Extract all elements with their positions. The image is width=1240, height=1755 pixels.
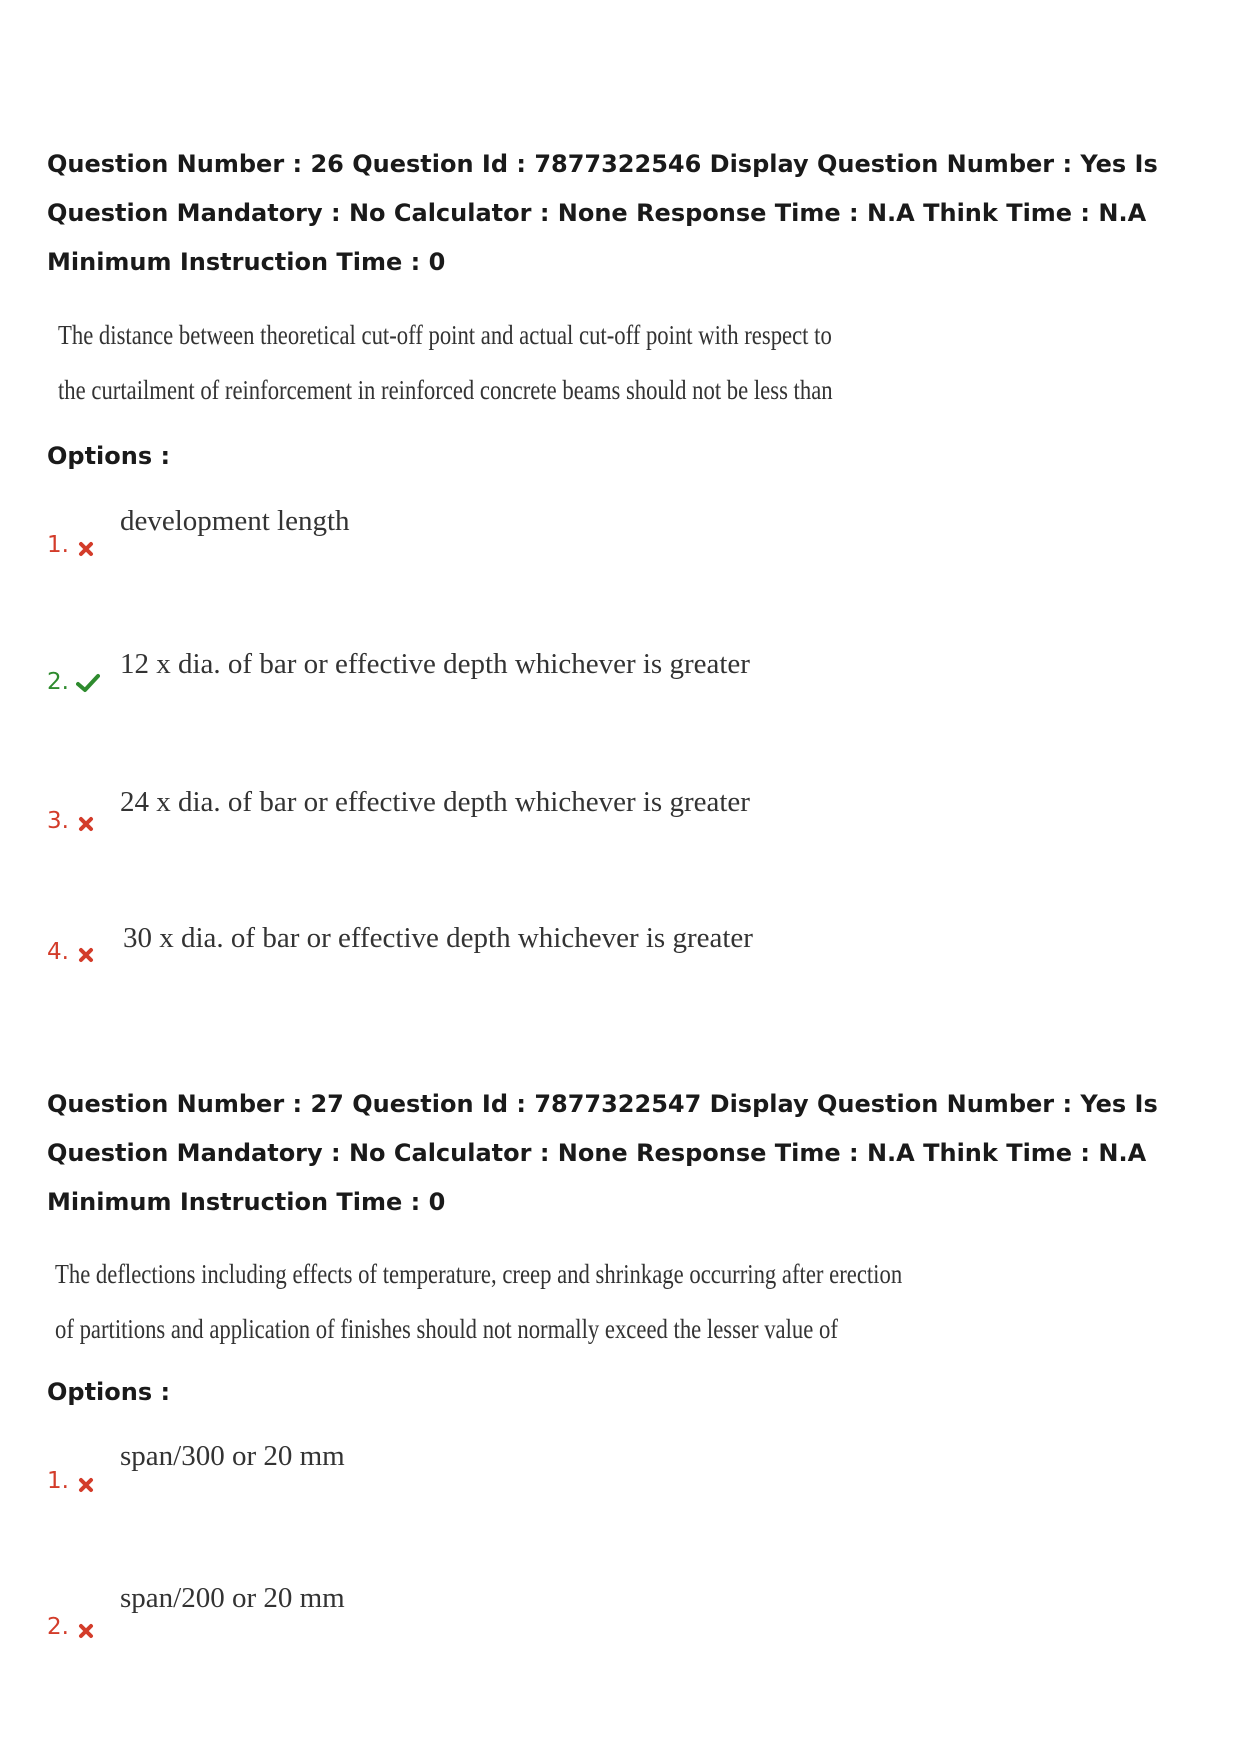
question-text <box>58 308 833 418</box>
option-text: 30 x dia. of bar or effective depth whichever is greater <box>123 922 753 954</box>
question-text-line: of partitions and application of finishes should not normally exceed the lesser value of <box>55 1314 838 1344</box>
cross-icon <box>77 540 95 558</box>
options-label: Options : <box>47 442 171 470</box>
question-text <box>55 1247 902 1357</box>
question-meta: Question Number : 26 Question Id : 7877322546 Display Question Number : Yes Is Question Mandatory : No Calculator : None Response Time : N.A Think Time : N.A Minimum Instruction Time : 0 <box>47 150 1158 276</box>
option-text: 24 x dia. of bar or effective depth whichever is greater <box>120 786 750 818</box>
option-number: 1. <box>47 532 69 558</box>
option-number: 2. <box>47 1614 69 1640</box>
option-text: span/200 or 20 mm <box>120 1582 345 1614</box>
question-meta: Question Number : 27 Question Id : 7877322547 Display Question Number : Yes Is Question Mandatory : No Calculator : None Response Time : N.A Think Time : N.A Minimum Instruction Time : 0 <box>47 1090 1158 1216</box>
cross-icon <box>77 946 95 964</box>
option-text: development length <box>120 505 350 537</box>
options-label: Options : <box>47 1378 171 1406</box>
cross-icon <box>77 1476 95 1494</box>
option-number: 4. <box>47 939 69 965</box>
question-text-line: The deflections including effects of temperature, creep and shrinkage occurring after erection <box>55 1259 903 1289</box>
cross-icon <box>77 1622 95 1640</box>
check-icon <box>76 673 100 693</box>
option-number: 2. <box>47 669 69 695</box>
option-text: 12 x dia. of bar or effective depth whichever is greater <box>120 648 750 680</box>
cross-icon <box>77 815 95 833</box>
option-text: span/300 or 20 mm <box>120 1440 345 1472</box>
question-text-line: The distance between theoretical cut-off point and actual cut-off point with respect to <box>58 320 832 350</box>
option-number: 3. <box>47 808 69 834</box>
question-text-line: the curtailment of reinforcement in reinforced concrete beams should not be less than <box>58 375 833 405</box>
option-number: 1. <box>47 1468 69 1494</box>
